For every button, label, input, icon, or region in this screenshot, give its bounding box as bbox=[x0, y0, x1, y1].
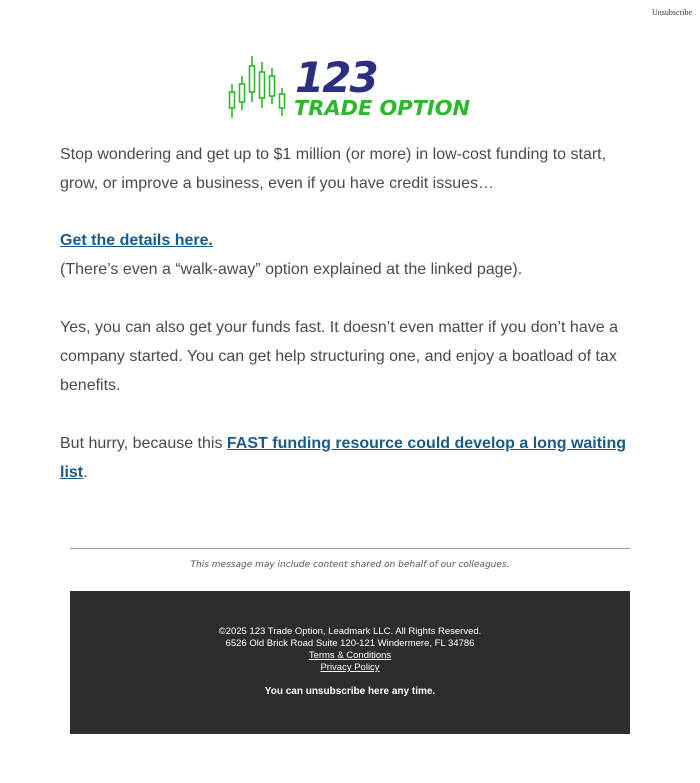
footer bbox=[70, 591, 630, 734]
hurry-prefix: But hurry, because this bbox=[60, 435, 227, 452]
copyright: ©2025 123 Trade Option, Leadmark LLC. All Rights Reserved. bbox=[218, 626, 482, 637]
hurry-paragraph bbox=[60, 429, 640, 487]
details-paragraph bbox=[60, 226, 640, 284]
intro-paragraph: Stop wondering and get up to $1 million (or more) in low-cost funding to start, grow, or improve a business, even if you have credit issues… bbox=[60, 146, 607, 192]
divider bbox=[70, 548, 630, 549]
candlestick-chart-icon bbox=[228, 54, 478, 122]
logo-wordmark: TRADE OPTION bbox=[294, 96, 471, 120]
logo-number: 123 bbox=[295, 54, 377, 102]
logo bbox=[228, 54, 478, 122]
privacy-link[interactable]: Privacy Policy bbox=[320, 662, 380, 673]
footer-unsubscribe-link[interactable]: You can unsubscribe here any time. bbox=[264, 686, 436, 697]
disclaimer: This message may include content shared on behalf of our colleagues. bbox=[190, 560, 510, 570]
unsubscribe-link[interactable]: Unsubscribe bbox=[652, 8, 692, 17]
walkaway-note: (There’s even a “walk-away” option explained at the linked page). bbox=[60, 261, 523, 278]
email-body bbox=[60, 140, 640, 487]
funding-resource-link[interactable]: FAST funding resource could develop a long waiting list bbox=[60, 435, 627, 481]
address: 6526 Old Brick Road Suite 120-121 Windermere, FL 34786 bbox=[225, 638, 475, 649]
hurry-suffix: . bbox=[83, 464, 88, 481]
details-link[interactable]: Get the details here. bbox=[60, 232, 213, 249]
funds-fast-paragraph: Yes, you can also get your funds fast. It doesn’t even matter if you don’t have a company started. You can get help structuring one, and enjoy a boatload of tax benefits. bbox=[60, 319, 618, 394]
terms-link[interactable]: Terms & Conditions bbox=[308, 650, 392, 661]
